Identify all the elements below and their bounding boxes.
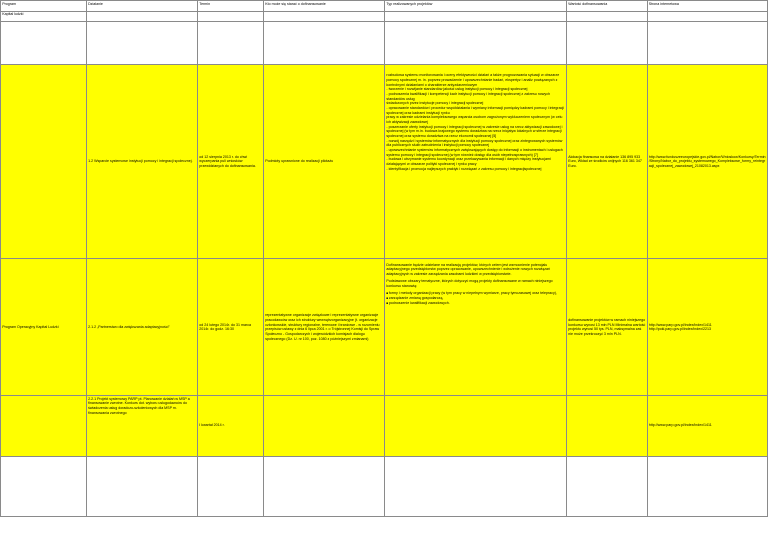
typ-cell[interactable] <box>385 395 567 456</box>
cell[interactable] <box>264 11 385 22</box>
cell[interactable] <box>1 22 87 65</box>
cell[interactable] <box>567 22 648 65</box>
header-typ[interactable]: Typ realizowanych projektów <box>385 1 567 12</box>
cell[interactable] <box>385 11 567 22</box>
table-row <box>1 395 768 456</box>
typ-paragraph: - podnoszenia kwalifikacji i kompetencji kadr instytucji pomocy i integracji społecznej z zakresu nowych standardów usług <box>386 92 550 101</box>
typ-paragraph: - identyfikacja i promocja najlepszych praktyk i rozwiązań z zakresu pomocy i integracjispołecznej <box>386 166 542 171</box>
cell[interactable] <box>647 22 767 65</box>
empty-row <box>1 22 768 65</box>
typ-paragraph: świadczonych przez instytucje pomocy i integracji społecznej <box>386 101 484 106</box>
program-cell[interactable]: Program Operacyjny Kapitał Ludzki <box>1 259 87 396</box>
cell[interactable] <box>647 456 767 517</box>
typ-cell[interactable] <box>385 64 567 259</box>
typ-paragraph: Podstawowe obszary tematyczne, których dotyczyć mogą projekty dofinansowane w ramach niniejszego konkursu stanowią: <box>386 279 553 289</box>
table-row <box>1 64 768 259</box>
termin-cell[interactable]: I kwartał 2014 r. <box>198 395 264 456</box>
strona-cell[interactable]: http://www.funduszeeuropejskie.gov.pl/Nabor/Wnioskow/Konkursy/Termin/Strony/Nabor_do_projektu_systemowego_Kompleksowe_formy_reintegracji_spolecznej_zawodowej_21082013.aspx <box>647 64 767 259</box>
typ-paragraph: - budowa i utrzymanie systemu koordynacji oraz przekazywania informacji i danych między instytucjami działającymi w obszarze polityki społecznej i rynku pracy <box>386 157 551 167</box>
dzialanie-cell[interactable]: 2.2.1 Projekt systemowy PARP pt. Planowanie działań w MSP a finansowanie zwrotne. Konkurs dot. wyboru usługodawców do świadczenia usług doradczo-szkoleniowych dla MSP m. finansowania zwrotnego <box>86 395 197 456</box>
header-termin[interactable]: Termin <box>198 1 264 12</box>
cell[interactable] <box>567 456 648 517</box>
cell[interactable] <box>198 11 264 22</box>
cell[interactable] <box>86 456 197 517</box>
strona-cell[interactable]: http://www.parp.gov.pl/index/index/1411 http://poki.parp.gov.pl/index/index/2213 <box>647 259 767 396</box>
termin-cell[interactable]: od 12 sierpnia 2013 r. do chwi wyczerpania puli wniosków przewidzianych do dofinansowania. <box>198 64 264 259</box>
typ-paragraph: - rozwój narzędzi i systemów informatycznych dla instytucji pomocy społecznej oraz zintegrowanych systemów dla publicznych służb zatrudnienia i instytucji pomocy społecznej <box>386 138 563 148</box>
cell[interactable] <box>385 22 567 65</box>
empty-row <box>1 456 768 517</box>
wartosc-cell[interactable] <box>567 395 648 456</box>
cell[interactable] <box>385 456 567 517</box>
cell[interactable] <box>1 456 87 517</box>
termin-cell[interactable]: od 24 lutego 2014r. do 31 marca 2014r. do godz. 16:30 <box>198 259 264 396</box>
cell[interactable] <box>264 456 385 517</box>
typ-bullet: ■ zarządzanie zmianą gospodarczą, <box>386 296 564 301</box>
typ-paragraph: - upowszechnianie systemów informatycznych zwiększających dostęp do informacji o instrumentach i usługach systemu pomocy i integracji społecznej (w tym również dostęp dla osób niepełnosprawnych) [7] <box>386 148 563 157</box>
typ-paragraph: rozbudowa systemu monitorowania i oceny efektywności działań a także prognozowania sytuacji w obszarze pomocy społecznej m. in. poprzez prowadzenie i upowszechnianie badań, ekspertyz i analiz powiązanych z kontrolnymi działaniami o charakterze antyzdarzeniowym <box>386 73 560 87</box>
typ-paragraph: pracy w zakresie udzielania kompleksowego wsparcia osobom zagrożonym wykluczeniem społecznym (w celu ich aktywizacji zawodowej <box>386 115 563 125</box>
header-row <box>1 1 768 12</box>
section-row <box>1 11 768 22</box>
typ-paragraph: - opracowanie standardów i procedur współdziałania i wymiany informacji pomiędzy kadrami pomocy i integracji społecznej oraz kadrami instytucji rynku <box>386 106 564 115</box>
cell[interactable] <box>86 22 197 65</box>
dzialanie-cell[interactable]: 1.2 Wsparcie systemowe instytucji pomocy i integracji społecznej. <box>86 64 197 259</box>
kto-cell[interactable]: Podmioty uprawnione do realizacji pilotażu <box>264 64 385 259</box>
typ-bullet: ■ podnoszenie kwalifikacji zawodowych. <box>386 301 564 306</box>
kto-cell[interactable] <box>264 395 385 456</box>
header-strona[interactable]: Strona internetowa <box>647 1 767 12</box>
program-cell[interactable] <box>1 395 87 456</box>
dzialanie-cell[interactable]: 2.1.2 „Partnerstwo dla zwiększania adaptacyjności” <box>86 259 197 396</box>
kto-cell[interactable]: reprezentatywne organizacje związkowe i reprezentatywne organizacje pracodawców oraz ich struktury wewnątrzorganizacyjne (t. organizacje członkowskie, struktury regionalne, terenowe i branżowe - w rozumieniu przepisów ustawy z dnia 6 lipca 2001 r. o Trójstronnej Komisji do Spraw Społeczno - Gospodarczych i wojewódzkich komisjach dialogu społecznego (Dz. U. nr 100, poz. 1080 z późniejszymi zmianami) <box>264 259 385 396</box>
wartosc-cell[interactable]: dofinansowanie projektów w ramach niniejszego konkursu wynosi 13 mln PLN Minimalna wartość projektu wynosi 50 tys. PLN, maksymalna zaś nie może przekroczyć 3 mln PLN. <box>567 259 648 396</box>
cell[interactable] <box>198 22 264 65</box>
cell[interactable] <box>198 456 264 517</box>
wartosc-cell[interactable]: Alokacja finansowa na działanie 136 895 933 Euro, Wkład ze środków unijnych 116 361 347 Euro. <box>567 64 648 259</box>
typ-paragraph: Dofinansowanie będzie udzielane na realizację projektów, których celem jest wzmocnienie potencjału adaptacyjnego przedsiębiorstw poprzez opracowanie, upowszechnienie i wdrożenie nowych rozwiązań adaptacyjnych w zakresie zarządzania zasobami ludzkimi w przedsiębiorstwie. <box>386 262 551 277</box>
header-kto[interactable]: Kto może się starać o dofinansowanie <box>264 1 385 12</box>
cell[interactable] <box>567 11 648 22</box>
table-row <box>1 259 768 396</box>
typ-paragraph: - poszerzanie oferty instytucji pomocy i integracji społecznej w zakresie usług na rzecz aktywizacji zawodowej i społecznej (w tym m.in. budowa krajowego systemu doradztwa na rzecz inicjatyw lokalnych w sferze integracji społecznej oraz systemu doradztwa na rzecz ekonomii społecznej [5] <box>386 124 563 139</box>
header-dzialanie[interactable]: Działanie <box>86 1 197 12</box>
cell[interactable] <box>86 11 197 22</box>
header-program[interactable]: Program <box>1 1 87 12</box>
cell[interactable] <box>647 11 767 22</box>
strona-cell[interactable]: http://www.parp.gov.pl/index/index/1411 <box>647 395 767 456</box>
section-title-cell[interactable]: Kapitał ludzki <box>1 11 87 22</box>
typ-cell[interactable] <box>385 259 567 396</box>
cell[interactable] <box>264 22 385 65</box>
header-wartosc[interactable]: Wartość dofinansowania <box>567 1 648 12</box>
typ-bullet: ■ formy i metody organizacji pracy (w tym pracy w niepełnym wymiarze, pracy tymczasowej oraz telepracy), <box>386 291 564 296</box>
program-cell[interactable] <box>1 64 87 259</box>
typ-paragraph: - tworzenie i rozwijanie standardów jakości usług instytucji pomocy i integracji społecznej <box>386 87 528 92</box>
